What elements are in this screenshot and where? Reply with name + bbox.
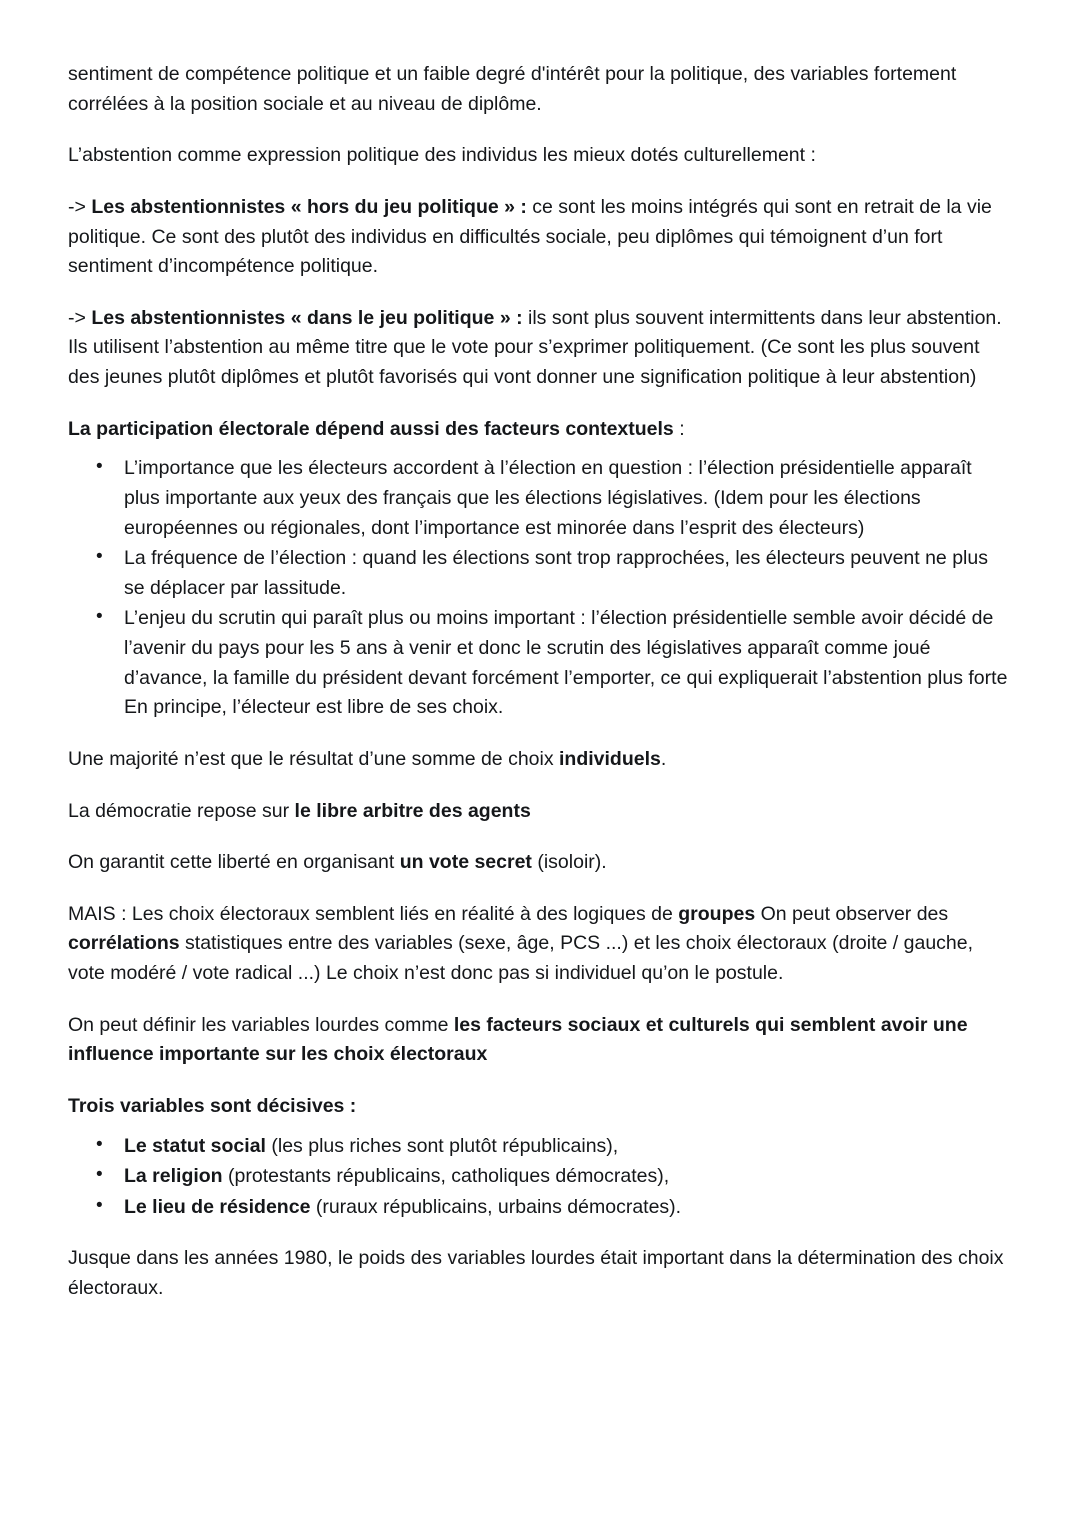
list-item bbox=[124, 604, 1012, 723]
paragraph-vote-secret-text-a: On garantit cette liberté en organisant bbox=[68, 851, 400, 874]
paragraph-annees-1980-text: Jusque dans les années 1980, le poids des variables lourdes était important dans la détermination des choix électoraux. bbox=[68, 1247, 1004, 1299]
list-item-label: Le statut social bbox=[124, 1134, 266, 1157]
list-item bbox=[124, 1162, 1012, 1192]
paragraph-dans-le-jeu bbox=[68, 304, 1012, 393]
list-item bbox=[124, 1132, 1012, 1162]
dans-le-jeu-label: Les abstentionnistes « dans le jeu politique » : bbox=[91, 306, 523, 329]
paragraph-intro bbox=[68, 60, 1012, 119]
arrow-prefix: -> bbox=[68, 195, 92, 218]
list-item-text: La fréquence de l’élection : quand les élections sont trop rapprochées, les électeurs peuvent ne plus se déplacer par lassitude. bbox=[124, 547, 988, 599]
list-item-text: (protestants républicains, catholiques démocrates), bbox=[222, 1165, 670, 1188]
arrow-prefix: -> bbox=[68, 306, 92, 329]
list-item-text: (les plus riches sont plutôt républicains), bbox=[265, 1134, 619, 1157]
paragraph-mais-bold-correlations: corrélations bbox=[68, 932, 180, 955]
paragraph-abstention-intro-text: L’abstention comme expression politique des individus les mieux dotés culturellement : bbox=[68, 144, 816, 167]
heading-facteurs-contextuels-bold: La participation électorale dépend aussi des facteurs contextuels bbox=[68, 417, 674, 440]
list-item bbox=[124, 544, 1012, 603]
hors-du-jeu-label: Les abstentionnistes « hors du jeu politique » : bbox=[91, 195, 527, 218]
paragraph-majorite-text-a: Une majorité n’est que le résultat d’une somme de choix bbox=[68, 747, 560, 770]
heading-trois-variables bbox=[68, 1092, 1012, 1122]
paragraph-annees-1980 bbox=[68, 1244, 1012, 1303]
paragraph-mais-text-c: statistiques entre des variables (sexe, âge, PCS ...) et les choix électoraux (droite / gauche, vote modéré / vote radical ...) Le choix n’est donc pas si individuel qu’on le postule. bbox=[68, 932, 974, 984]
paragraph-majorite bbox=[68, 745, 1012, 775]
paragraph-vote-secret-text-b: (isoloir). bbox=[531, 851, 607, 874]
list-item-label: La religion bbox=[124, 1165, 223, 1188]
paragraph-democratie-bold: le libre arbitre des agents bbox=[294, 799, 531, 822]
list-item-text: L’importance que les électeurs accordent à l’élection en question : l’élection présidentielle apparaît plus importante aux yeux des français que les élections législatives. (Idem pour les élections européennes ou régionales, dont l’importance est minorée dans l’esprit des électeurs) bbox=[124, 457, 972, 539]
paragraph-intro-text: sentiment de compétence politique et un faible degré d'intérêt pour la politique, des variables fortement corrélées à la position sociale et au niveau de diplôme. bbox=[68, 63, 957, 115]
paragraph-mais-bold-groupes: groupes bbox=[678, 902, 756, 925]
list-item-text: (ruraux républicains, urbains démocrates). bbox=[310, 1195, 682, 1218]
paragraph-majorite-bold: individuels bbox=[559, 747, 661, 770]
list-item-label: Le lieu de résidence bbox=[124, 1195, 311, 1218]
bullet-list-facteurs-contextuels bbox=[68, 454, 1012, 723]
dans-le-jeu-text: ils sont plus souvent intermittents dans leur abstention. Ils utilisent l’abstention au même titre que le vote pour s’exprimer politiquement. (Ce sont les plus souvent des jeunes plutôt diplômes et plutôt favorisés qui vont donner une signification politique à leur abstention) bbox=[68, 306, 1002, 388]
paragraph-majorite-text-b: . bbox=[660, 747, 667, 770]
paragraph-vote-secret bbox=[68, 848, 1012, 878]
paragraph-democratie-text-a: La démocratie repose sur bbox=[68, 799, 295, 822]
heading-facteurs-contextuels bbox=[68, 415, 1012, 445]
paragraph-variables-lourdes-bold: les facteurs sociaux et culturels qui semblent avoir une influence importante sur les choix électoraux bbox=[68, 1013, 968, 1066]
paragraph-abstention-intro bbox=[68, 141, 1012, 171]
list-item bbox=[124, 454, 1012, 543]
heading-trois-variables-bold: Trois variables sont décisives : bbox=[68, 1094, 357, 1117]
paragraph-variables-lourdes-text-a: On peut définir les variables lourdes comme bbox=[68, 1013, 454, 1036]
list-item bbox=[124, 1193, 1012, 1223]
paragraph-mais-text-b: On peut observer des bbox=[755, 902, 949, 925]
heading-facteurs-contextuels-colon: : bbox=[673, 417, 685, 440]
paragraph-vote-secret-bold: un vote secret bbox=[399, 851, 532, 874]
bullet-list-trois-variables bbox=[68, 1132, 1012, 1223]
hors-du-jeu-text: ce sont les moins intégrés qui sont en retrait de la vie politique. Ce sont des plutôt des individus en difficultés sociale, peu diplômes qui témoignent d’un fort sentiment d’incompétence politique. bbox=[68, 195, 992, 278]
paragraph-hors-du-jeu bbox=[68, 193, 1012, 282]
paragraph-mais-groupes bbox=[68, 900, 1012, 989]
paragraph-variables-lourdes bbox=[68, 1011, 1012, 1070]
paragraph-mais-text-a: MAIS : Les choix électoraux semblent liés en réalité à des logiques de bbox=[68, 902, 679, 925]
paragraph-democratie bbox=[68, 797, 1012, 827]
list-item-text: L’enjeu du scrutin qui paraît plus ou moins important : l’élection présidentielle semble avoir décidé de l’avenir du pays pour les 5 ans à venir et donc le scrutin des législatives apparaît comme joué d’avance, la famille du président devant forcément l’emporter, ce qui expliquerait l’abstention plus forte En principe, l’électeur est libre de ses choix. bbox=[124, 607, 1008, 719]
